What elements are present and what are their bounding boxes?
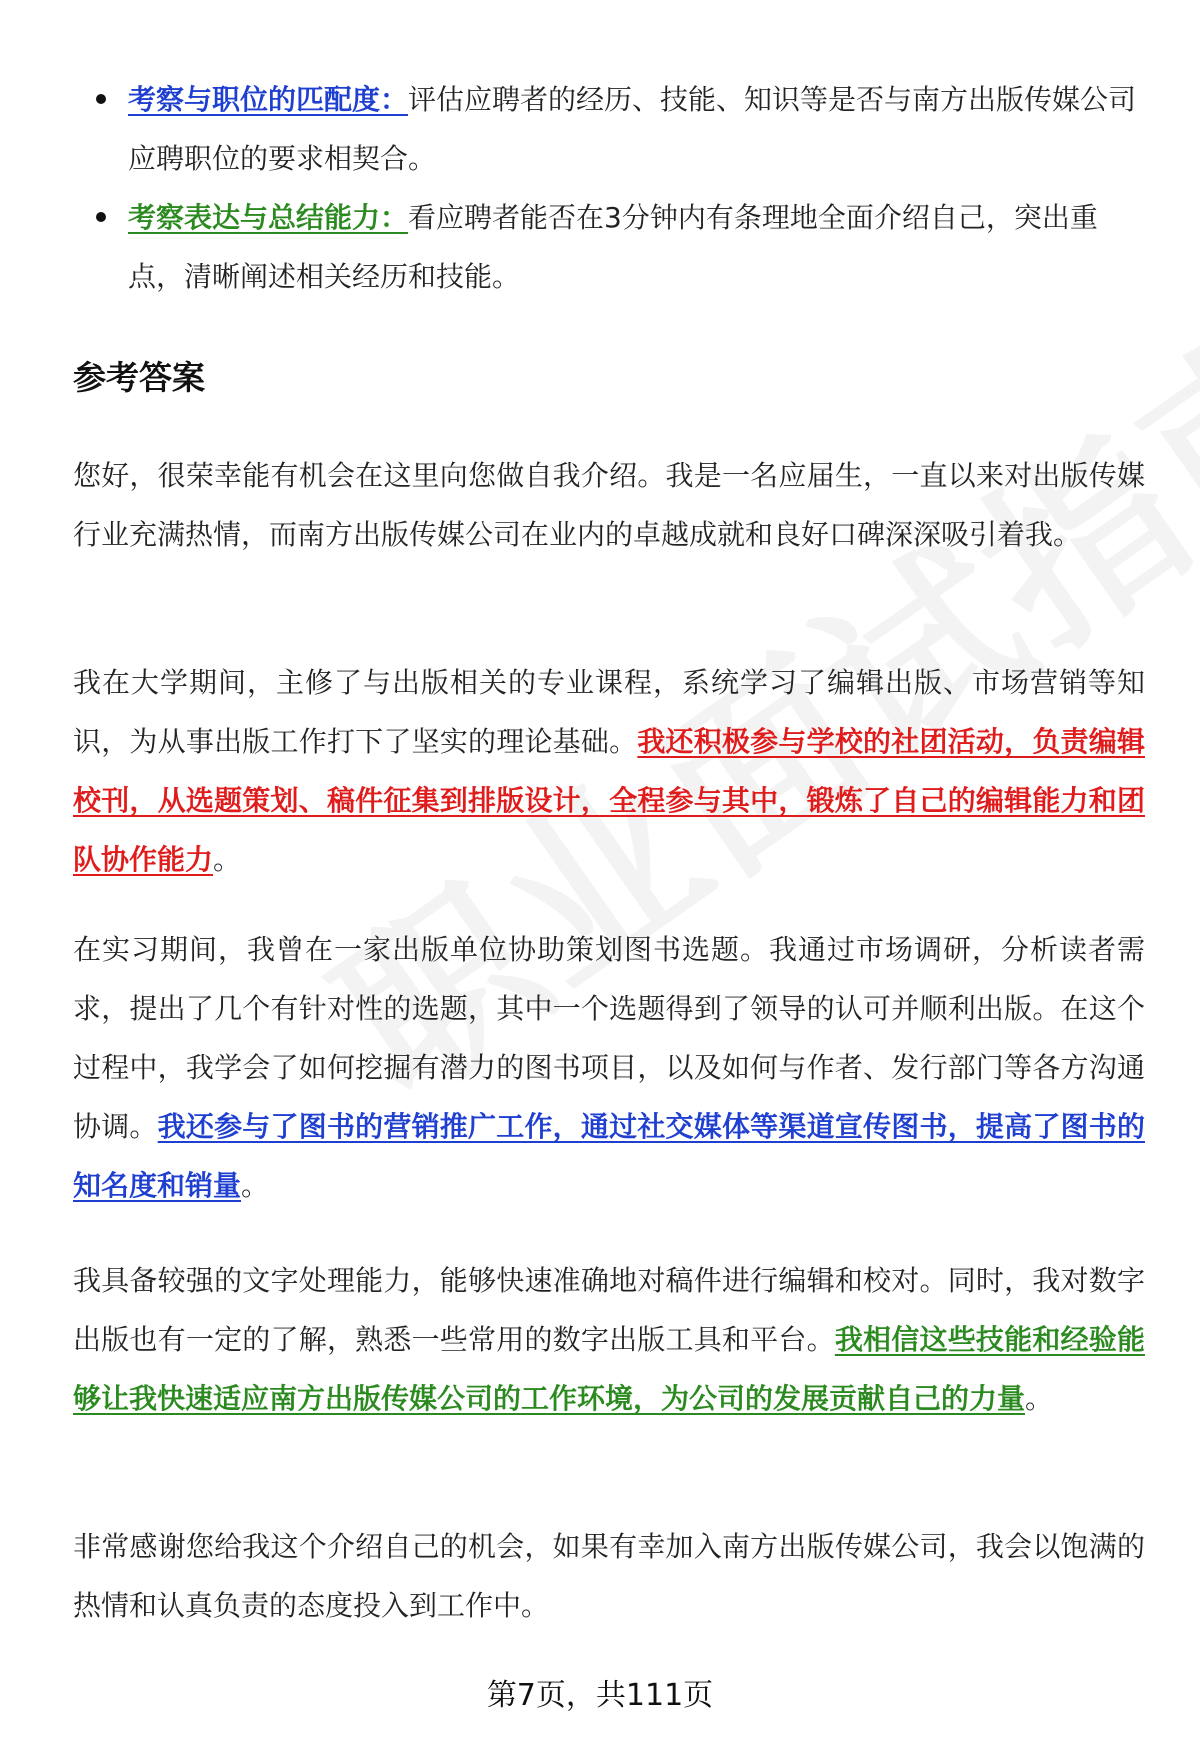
paragraph-text: 我具备较强的文字处理能力，能够快速准确地对稿件进行编辑和校对。同时，我对数字出版也有一定的了解，熟悉一些常用的数字出版工具和平台。 <box>73 1264 1145 1356</box>
paragraph-text: 您好，很荣幸能有机会在这里向您做自我介绍。我是一名应届生，一直以来对出版传媒行业充满热情，而南方出版传媒公司在业内的卓越成就和良好口碑深深吸引着我。 <box>73 459 1145 551</box>
criteria-list <box>96 70 1146 306</box>
paragraph-punct: 。 <box>213 843 242 876</box>
bullet-dot-icon <box>96 212 106 222</box>
answer-paragraph-skills <box>73 1251 1145 1428</box>
criterion-text: 看应聘者能否在3分钟内有条理地全面介绍自己，突出重点，清晰阐述相关经历和技能。 <box>128 201 1098 293</box>
bullet-dot-icon <box>96 94 106 104</box>
answer-paragraph-education <box>73 653 1145 889</box>
highlighted-text: 我还参与了图书的营销推广工作，通过社交媒体等渠道宣传图书，提高了图书的知名度和销量 <box>73 1110 1145 1202</box>
paragraph-text: 我在大学期间，主修了与出版相关的专业课程，系统学习了编辑出版、市场营销等知识，为从事出版工作打下了坚实的理论基础。 <box>73 666 1145 758</box>
paragraph-punct: 。 <box>1025 1382 1054 1415</box>
paragraph-text: 非常感谢您给我这个介绍自己的机会，如果有幸加入南方出版传媒公司，我会以饱满的热情和认真负责的态度投入到工作中。 <box>73 1530 1145 1622</box>
paragraph-text: 在实习期间，我曾在一家出版单位协助策划图书选题。我通过市场调研，分析读者需求，提出了几个有针对性的选题，其中一个选题得到了领导的认可并顺利出版。在这个过程中，我学会了如何挖掘有潜力的图书项目，以及如何与作者、发行部门等各方沟通协调。 <box>73 933 1145 1143</box>
highlighted-text: 我还积极参与学校的社团活动，负责编辑校刊，从选题策划、稿件征集到排版设计，全程参与其中，锻炼了自己的编辑能力和团队协作能力 <box>73 725 1145 876</box>
criterion-term: 考察与职位的匹配度： <box>128 83 409 116</box>
highlighted-text: 我相信这些技能和经验能够让我快速适应南方出版传媒公司的工作环境，为公司的发展贡献自己的力量 <box>73 1323 1145 1415</box>
page-number: 第7页，共111页 <box>486 1678 714 1713</box>
list-item <box>96 188 1146 306</box>
list-item <box>96 70 1146 188</box>
answer-paragraph-closing <box>73 1517 1145 1635</box>
criterion-text: 评估应聘者的经历、技能、知识等是否与南方出版传媒公司应聘职位的要求相契合。 <box>128 83 1137 175</box>
criterion-term: 考察表达与总结能力： <box>128 201 409 234</box>
answer-paragraph-internship <box>73 920 1145 1215</box>
section-title: 参考答案 <box>73 358 205 397</box>
paragraph-punct: 。 <box>241 1169 270 1202</box>
answer-paragraph-intro <box>73 446 1145 564</box>
